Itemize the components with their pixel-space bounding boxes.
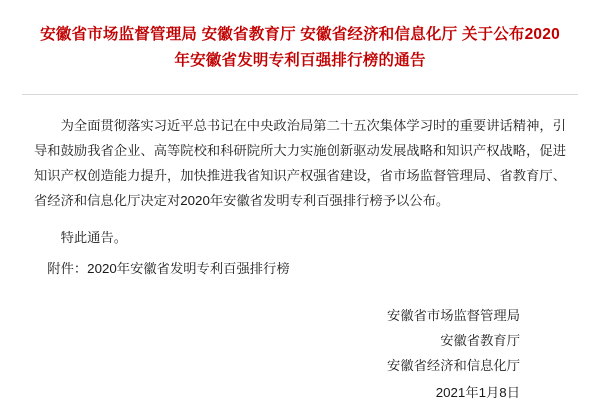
signature-date: 2021年1月8日 bbox=[435, 385, 520, 400]
document-body bbox=[0, 95, 600, 405]
signature-line-2: 安徽省教育厅 bbox=[440, 333, 520, 348]
title-block bbox=[0, 0, 600, 90]
signature-block bbox=[34, 303, 566, 405]
signature-line-3: 安徽省经济和信息化厅 bbox=[387, 358, 520, 373]
page-title: 安徽省市场监督管理局 安徽省教育厅 安徽省经济和信息化厅 关于公布2020年安徽省发明专利百强排行榜的通告 bbox=[40, 26, 560, 69]
notice-line: 特此通告。 bbox=[60, 230, 128, 245]
signature-line-1: 安徽省市场监督管理局 bbox=[387, 308, 520, 323]
attachment-line: 附件：2020年安徽省发明专利百强排行榜 bbox=[47, 261, 290, 276]
body-paragraph: 为全面贯彻落实习近平总书记在中央政治局第二十五次集体学习时的重要讲话精神，引导和鼓励我省企业、高等院校和科研院所大力实施创新驱动发展战略和知识产权战略，促进知识产权创造能力提升，加快推进我省知识产权强省建设，省市场监督管理局、省教育厅、省经济和信息化厅决定对2020年安徽省发明专利百强排行榜予以公布。 bbox=[34, 118, 566, 208]
